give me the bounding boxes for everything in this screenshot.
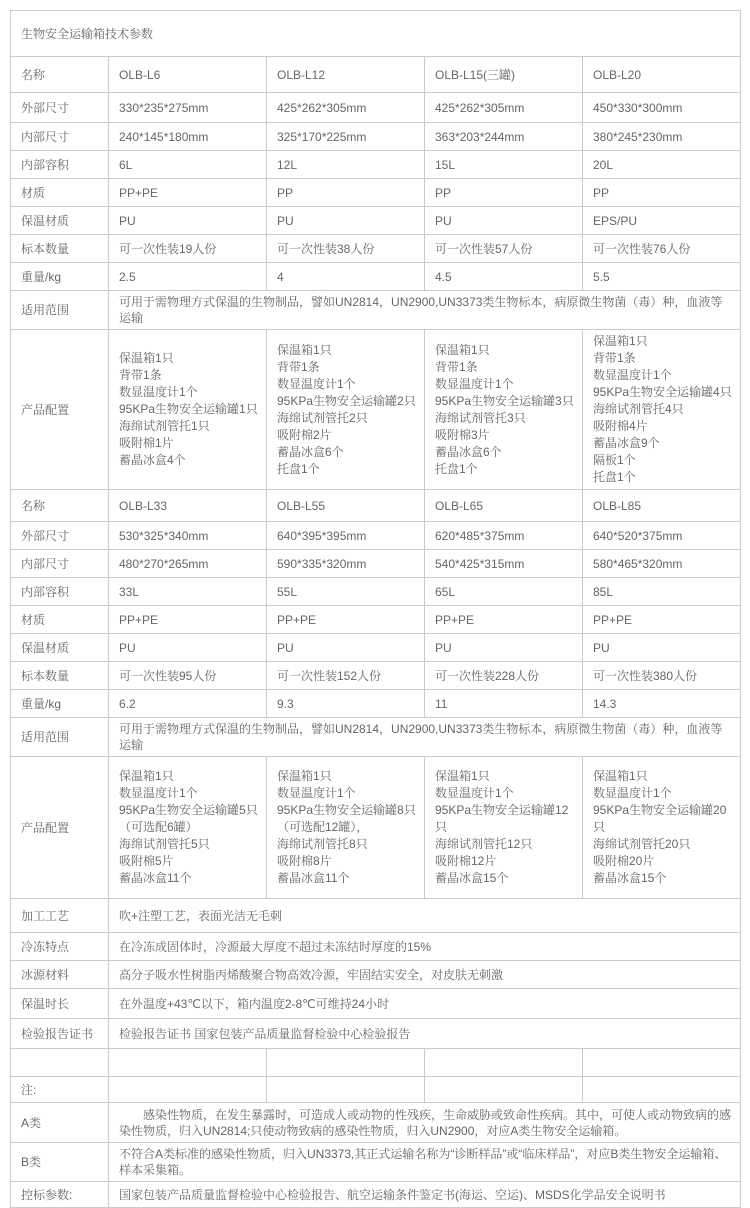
table-row — [11, 1049, 741, 1077]
config-line: 数显温度计1个 — [435, 786, 514, 800]
config-line: 吸附棉3片 — [435, 427, 490, 442]
config-line: 数显温度计1个 — [593, 368, 672, 382]
config-line: 蓄晶冰盒9个 — [593, 436, 660, 450]
cell-value: OLB-L15(三罐) — [425, 57, 583, 93]
table-row — [11, 57, 741, 93]
config-line: 海绵试剂管托12只 — [435, 837, 533, 851]
config-line: 隔板1个 — [593, 453, 636, 467]
cell-value: 14.3 — [583, 690, 741, 718]
cell-value: PP+PE — [267, 606, 425, 634]
config-line: 数显温度计1个 — [593, 786, 672, 800]
cell-value: 640*395*395mm — [267, 522, 425, 550]
config-line: 吸附棉8片 — [277, 854, 332, 868]
config-line: 保温箱1只 — [435, 342, 490, 357]
cell-value: PU — [267, 634, 425, 662]
config-line: 蓄晶冰盒15个 — [435, 871, 509, 885]
config-line: 保温箱1只 — [119, 351, 174, 365]
table-row — [11, 263, 741, 291]
config-line: 海绵试剂管托1只 — [119, 419, 210, 433]
cell-value: 480*270*265mm — [109, 550, 267, 578]
row-label: 保温时长 — [11, 989, 109, 1019]
cell-value: 可一次性装95人份 — [109, 662, 267, 690]
cell-value — [583, 330, 741, 490]
row-label: 标本数量 — [11, 235, 109, 263]
cell-value: 4.5 — [425, 263, 583, 291]
row-label: 内部容积 — [11, 578, 109, 606]
table-row — [11, 1103, 741, 1143]
table-row — [11, 550, 741, 578]
config-line: 蓄晶冰盒15个 — [593, 871, 667, 885]
table-row — [11, 989, 741, 1019]
table-row — [11, 291, 741, 330]
row-label: 保温材质 — [11, 634, 109, 662]
config-line: 95KPa生物安全运输罐12只 — [435, 803, 569, 834]
row-label: 适用范围 — [11, 291, 109, 330]
cell-value: 240*145*180mm — [109, 123, 267, 151]
cell-value — [267, 1077, 425, 1103]
cell-value: 363*203*244mm — [425, 123, 583, 151]
row-label: 适用范围 — [11, 718, 109, 757]
cell-value — [425, 1077, 583, 1103]
row-label: 产品配置 — [11, 330, 109, 490]
config-line: 蓄晶冰盒11个 — [277, 871, 350, 885]
row-label: 标本数量 — [11, 662, 109, 690]
table-row — [11, 1019, 741, 1049]
config-line: 吸附棉12片 — [435, 854, 497, 868]
table-row — [11, 690, 741, 718]
cell-value: PP — [583, 179, 741, 207]
table-row — [11, 1077, 741, 1103]
cell-value: OLB-L12 — [267, 57, 425, 93]
config-line: 海绵试剂管托8只 — [277, 837, 368, 851]
config-line: 数显温度计1个 — [277, 376, 356, 391]
config-line: 蓄晶冰盒6个 — [435, 444, 502, 459]
row-value: 国家包装产品质量监督检验中心检验报告、航空运输条件鉴定书(海运、空运)、MSDS化学品安全说明书 — [109, 1182, 741, 1208]
row-value: 检验报告证书 国家包装产品质量监督检验中心检验报告 — [109, 1019, 741, 1049]
cell-value: 590*335*320mm — [267, 550, 425, 578]
config-line: 保温箱1只 — [593, 769, 648, 783]
cell-value: 580*465*320mm — [583, 550, 741, 578]
cell-value: PU — [425, 207, 583, 235]
config-line: 保温箱1只 — [277, 769, 332, 783]
cell-value — [267, 1049, 425, 1077]
row-label: 控标参数: — [11, 1182, 109, 1208]
config-line: 背带1条 — [119, 368, 162, 382]
cell-value: 12L — [267, 151, 425, 179]
table-row — [11, 207, 741, 235]
table-row — [11, 1182, 741, 1208]
row-label: 内部尺寸 — [11, 123, 109, 151]
config-line: 95KPa生物安全运输罐1只 — [119, 402, 258, 416]
cell-value: 530*325*340mm — [109, 522, 267, 550]
table-row — [11, 1143, 741, 1182]
config-line: 海绵试剂管托2只 — [277, 410, 368, 425]
config-line: 背带1条 — [593, 351, 636, 365]
table-row — [11, 662, 741, 690]
cell-value — [583, 1049, 741, 1077]
cell-value: PU — [109, 207, 267, 235]
cell-value: 620*485*375mm — [425, 522, 583, 550]
row-value: 在外温度+43℃以下，箱内温度2-8℃可维持24小时 — [109, 989, 741, 1019]
config-line: 背带1条 — [435, 359, 478, 374]
config-line: 数显温度计1个 — [435, 376, 514, 391]
cell-value: PU — [267, 207, 425, 235]
row-label: 冷冻特点 — [11, 933, 109, 961]
cell-value: 6L — [109, 151, 267, 179]
table-row — [11, 93, 741, 123]
cell-value: 55L — [267, 578, 425, 606]
config-line: 吸附棉1片 — [119, 436, 174, 450]
row-label: 冰源材料 — [11, 961, 109, 989]
config-line: 95KPa生物安全运输罐20只 — [593, 803, 727, 834]
cell-value: 11 — [425, 690, 583, 718]
cell-value: OLB-L65 — [425, 490, 583, 522]
config-line: 吸附棉20片 — [593, 854, 655, 868]
cell-value: 330*235*275mm — [109, 93, 267, 123]
cell-value: PP — [425, 179, 583, 207]
config-line: 保温箱1只 — [593, 334, 648, 348]
config-line: 吸附棉2片 — [277, 427, 332, 442]
cell-value: 可一次性装380人份 — [583, 662, 741, 690]
cell-value: OLB-L6 — [109, 57, 267, 93]
table-row — [11, 235, 741, 263]
cell-value — [267, 757, 425, 899]
cell-value: EPS/PU — [583, 207, 741, 235]
row-value: 可用于需物理方式保温的生物制品，譬如UN2814，UN2900,UN3373类生物标本，病原微生物菌（毒）种，血液等运输 — [109, 718, 741, 757]
cell-value: PU — [583, 634, 741, 662]
config-line: 95KPa生物安全运输罐3只 — [435, 393, 574, 408]
row-label: 保温材质 — [11, 207, 109, 235]
cell-value: 640*520*375mm — [583, 522, 741, 550]
cell-value: 可一次性装38人份 — [267, 235, 425, 263]
cell-value: 65L — [425, 578, 583, 606]
config-line: 保温箱1只 — [435, 769, 490, 783]
cell-value — [267, 330, 425, 490]
cell-value: 20L — [583, 151, 741, 179]
row-label: 材质 — [11, 606, 109, 634]
cell-value — [583, 1077, 741, 1103]
cell-value: 可一次性装57人份 — [425, 235, 583, 263]
config-line: 95KPa生物安全运输罐2只 — [277, 393, 416, 408]
cell-value: 可一次性装76人份 — [583, 235, 741, 263]
config-line: 托盘1个 — [277, 461, 320, 476]
cell-value: 450*330*300mm — [583, 93, 741, 123]
cell-value — [425, 757, 583, 899]
cell-value: 33L — [109, 578, 267, 606]
table-row — [11, 330, 741, 490]
row-value: 吹+注塑工艺，表面光洁无毛刺 — [109, 899, 741, 933]
config-line: 托盘1个 — [435, 461, 478, 476]
cell-value — [425, 330, 583, 490]
cell-value — [109, 330, 267, 490]
cell-value — [583, 757, 741, 899]
table-row — [11, 490, 741, 522]
cell-value — [425, 1049, 583, 1077]
table-row — [11, 933, 741, 961]
table-row — [11, 634, 741, 662]
cell-value: 可一次性装228人份 — [425, 662, 583, 690]
config-line: 背带1条 — [277, 359, 320, 374]
row-value: 可用于需物理方式保温的生物制品，譬如UN2814，UN2900,UN3373类生物标本，病原微生物菌（毒）种，血液等运输 — [109, 291, 741, 330]
config-line: 海绵试剂管托4只 — [593, 402, 684, 416]
cell-value: 2.5 — [109, 263, 267, 291]
table-row — [11, 718, 741, 757]
cell-value: 4 — [267, 263, 425, 291]
spec-table-body — [11, 11, 741, 1208]
config-line: 吸附棉4片 — [593, 419, 648, 433]
row-label: 重量/kg — [11, 690, 109, 718]
row-value: 在冷冻成固体时，冷源最大厚度不超过未冻结时厚度的15% — [109, 933, 741, 961]
cell-value — [109, 1049, 267, 1077]
table-row — [11, 606, 741, 634]
row-label: 名称 — [11, 57, 109, 93]
table-row — [11, 522, 741, 550]
cell-value: 6.2 — [109, 690, 267, 718]
config-line: 托盘1个 — [593, 470, 636, 484]
cell-value: 380*245*230mm — [583, 123, 741, 151]
row-label: 内部尺寸 — [11, 550, 109, 578]
table-row — [11, 578, 741, 606]
row-label — [11, 1049, 109, 1077]
cell-value: OLB-L20 — [583, 57, 741, 93]
row-label: 名称 — [11, 490, 109, 522]
table-row — [11, 757, 741, 899]
config-line: 海绵试剂管托5只 — [119, 837, 210, 851]
cell-value: 可一次性装19人份 — [109, 235, 267, 263]
cell-value — [109, 1077, 267, 1103]
cell-value: 可一次性装152人份 — [267, 662, 425, 690]
config-line: 海绵试剂管托3只 — [435, 410, 526, 425]
row-label: 外部尺寸 — [11, 93, 109, 123]
table-row — [11, 179, 741, 207]
table-row — [11, 123, 741, 151]
cell-value: PP+PE — [109, 179, 267, 207]
row-label: B类 — [11, 1143, 109, 1182]
row-label: 外部尺寸 — [11, 522, 109, 550]
config-line: 吸附棉5片 — [119, 854, 174, 868]
config-line: 蓄晶冰盒11个 — [119, 871, 192, 885]
config-line: 95KPa生物安全运输罐5只（可选配6罐） — [119, 803, 258, 834]
table-row — [11, 899, 741, 933]
cell-value: 425*262*305mm — [425, 93, 583, 123]
cell-value: 15L — [425, 151, 583, 179]
config-line: 蓄晶冰盒6个 — [277, 444, 344, 459]
cell-value — [109, 757, 267, 899]
cell-value: 540*425*315mm — [425, 550, 583, 578]
table-row — [11, 961, 741, 989]
row-label: 重量/kg — [11, 263, 109, 291]
config-line: 海绵试剂管托20只 — [593, 837, 691, 851]
cell-value: PP — [267, 179, 425, 207]
cell-value: 5.5 — [583, 263, 741, 291]
config-line: 95KPa生物安全运输罐8只（可选配12罐）， — [277, 803, 416, 834]
row-value: 感染性物质，在发生暴露时，可造成人或动物的性残疾，生命威胁或致命性疾病。其中，可使人或动物致病的感染性物质，归入UN2814;只使动物致病的感染性物质，归入UN2900，对应A类生物安全运输箱。 — [109, 1103, 741, 1143]
cell-value: OLB-L85 — [583, 490, 741, 522]
config-line: 数显温度计1个 — [119, 786, 198, 800]
row-value: 高分子吸水性树脂丙烯酸聚合物高效冷源，牢固结实安全，对皮肤无刺激 — [109, 961, 741, 989]
cell-value: PP+PE — [583, 606, 741, 634]
cell-value: PP+PE — [109, 606, 267, 634]
config-line: 数显温度计1个 — [119, 385, 198, 399]
config-line: 95KPa生物安全运输罐4只 — [593, 385, 732, 399]
spec-table — [10, 10, 741, 1208]
cell-value: PP+PE — [425, 606, 583, 634]
row-label: 产品配置 — [11, 757, 109, 899]
table-row — [11, 151, 741, 179]
cell-value: PU — [425, 634, 583, 662]
row-value: 不符合A类标准的感染性物质，归入UN3373,其正式运输名称为“诊断样品”或“临床样品”，对应B类生物安全运输箱、样本采集箱。 — [109, 1143, 741, 1182]
cell-value: OLB-L55 — [267, 490, 425, 522]
table-title: 生物安全运输箱技术参数 — [11, 11, 741, 57]
row-label: 检验报告证书 — [11, 1019, 109, 1049]
row-label: 加工工艺 — [11, 899, 109, 933]
cell-value: OLB-L33 — [109, 490, 267, 522]
cell-value: PU — [109, 634, 267, 662]
row-label: A类 — [11, 1103, 109, 1143]
row-label: 材质 — [11, 179, 109, 207]
config-line: 保温箱1只 — [277, 342, 332, 357]
cell-value: 425*262*305mm — [267, 93, 425, 123]
config-line: 蓄晶冰盒4个 — [119, 453, 186, 467]
cell-value: 9.3 — [267, 690, 425, 718]
cell-value: 85L — [583, 578, 741, 606]
config-line: 数显温度计1个 — [277, 786, 356, 800]
row-label: 注: — [11, 1077, 109, 1103]
table-row — [11, 11, 741, 57]
row-label: 内部容积 — [11, 151, 109, 179]
config-line: 保温箱1只 — [119, 769, 174, 783]
cell-value: 325*170*225mm — [267, 123, 425, 151]
